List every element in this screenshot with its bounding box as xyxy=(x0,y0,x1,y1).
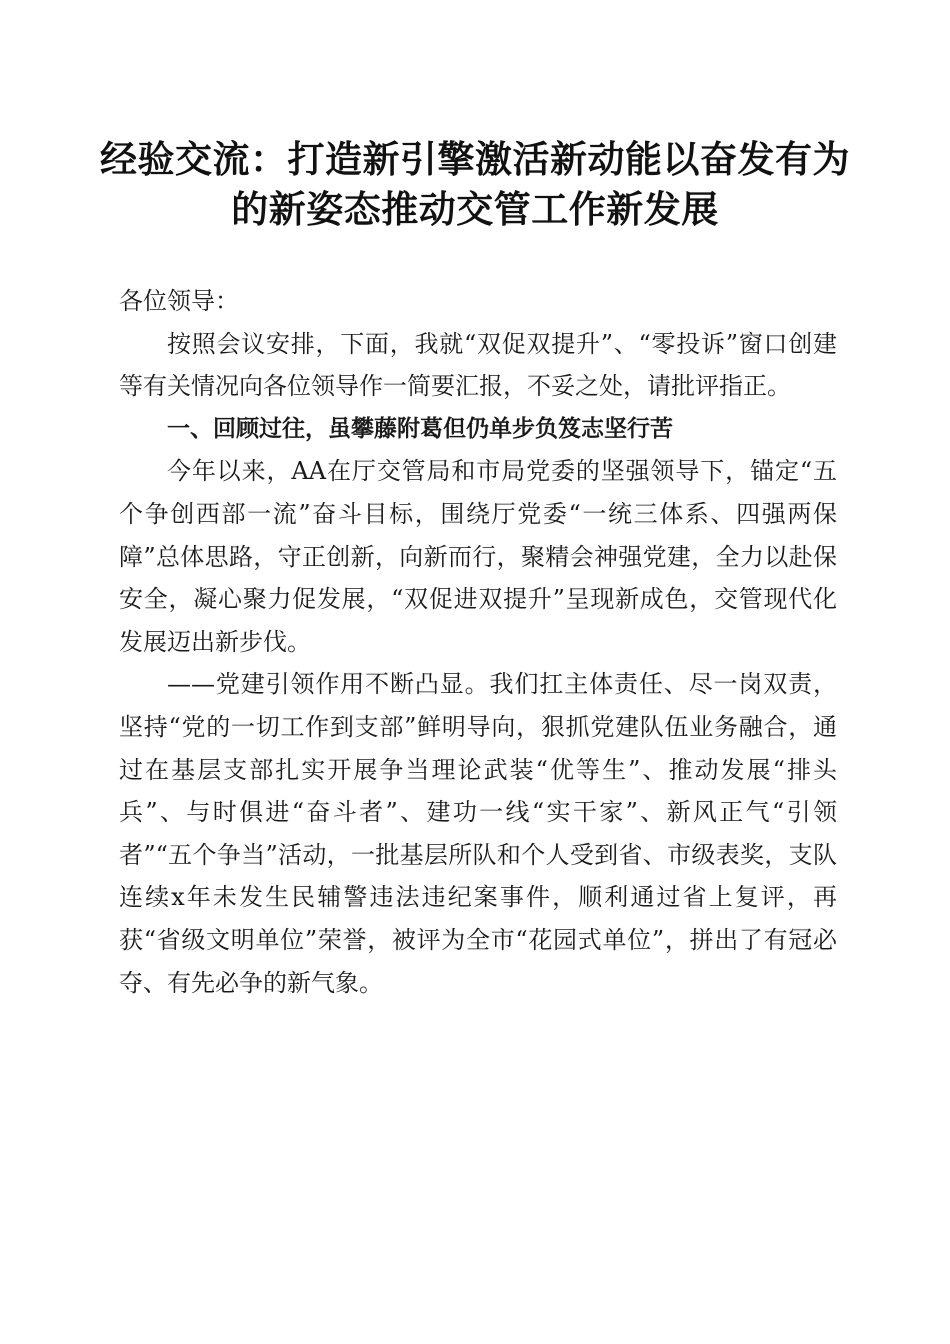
title-line-1: 经验交流：打造新引擎激活新动能以奋发有为 xyxy=(100,137,850,181)
salutation: 各位领导： xyxy=(119,287,239,315)
document-body xyxy=(119,280,837,1004)
intro-paragraph: 按照会议安排，下面，我就“双促双提升”、“零投诉”窗口创建等有关情况向各位领导作一简要汇报，不妥之处，请批评指正。 xyxy=(119,329,837,401)
title-line-2: 的新姿态推动交管工作新发展 xyxy=(231,187,719,231)
body-paragraph: ——党建引领作用不断凸显。我们扛主体责任、尽一岗双责，坚持“党的一切工作到支部”鲜明导向，狠抓党建队伍业务融合，通过在基层支部扎实开展争当理论武装“优等生”、推动发展“排头兵”、与时俱进“奋斗者”、建功一线“实干家”、新风正气“引领者”“五个争当”活动，一批基层所队和个人受到省、市级表奖，支队连续x年未发生民辅警违法违纪案事件，顺利通过省上复评，再获“省级文明单位”荣誉，被评为全市“花园式单位”，拼出了有冠必夺、有先必争的新气象。 xyxy=(119,670,837,997)
section-heading: 一、回顾过往，虽攀藤附葛但仍单步负笈志坚行苦 xyxy=(167,415,673,442)
document-title xyxy=(100,134,850,234)
body-paragraph: 今年以来，AA在厅交管局和市局党委的坚强领导下，锚定“五个争创西部一流”奋斗目标，围绕厅党委“一统三体系、四强两保障”总体思路，守正创新，向新而行，聚精会神强党建，全力以赴保安全，凝心聚力促发展，“双促进双提升”呈现新成色，交管现代化发展迈出新步伐。 xyxy=(119,457,837,656)
